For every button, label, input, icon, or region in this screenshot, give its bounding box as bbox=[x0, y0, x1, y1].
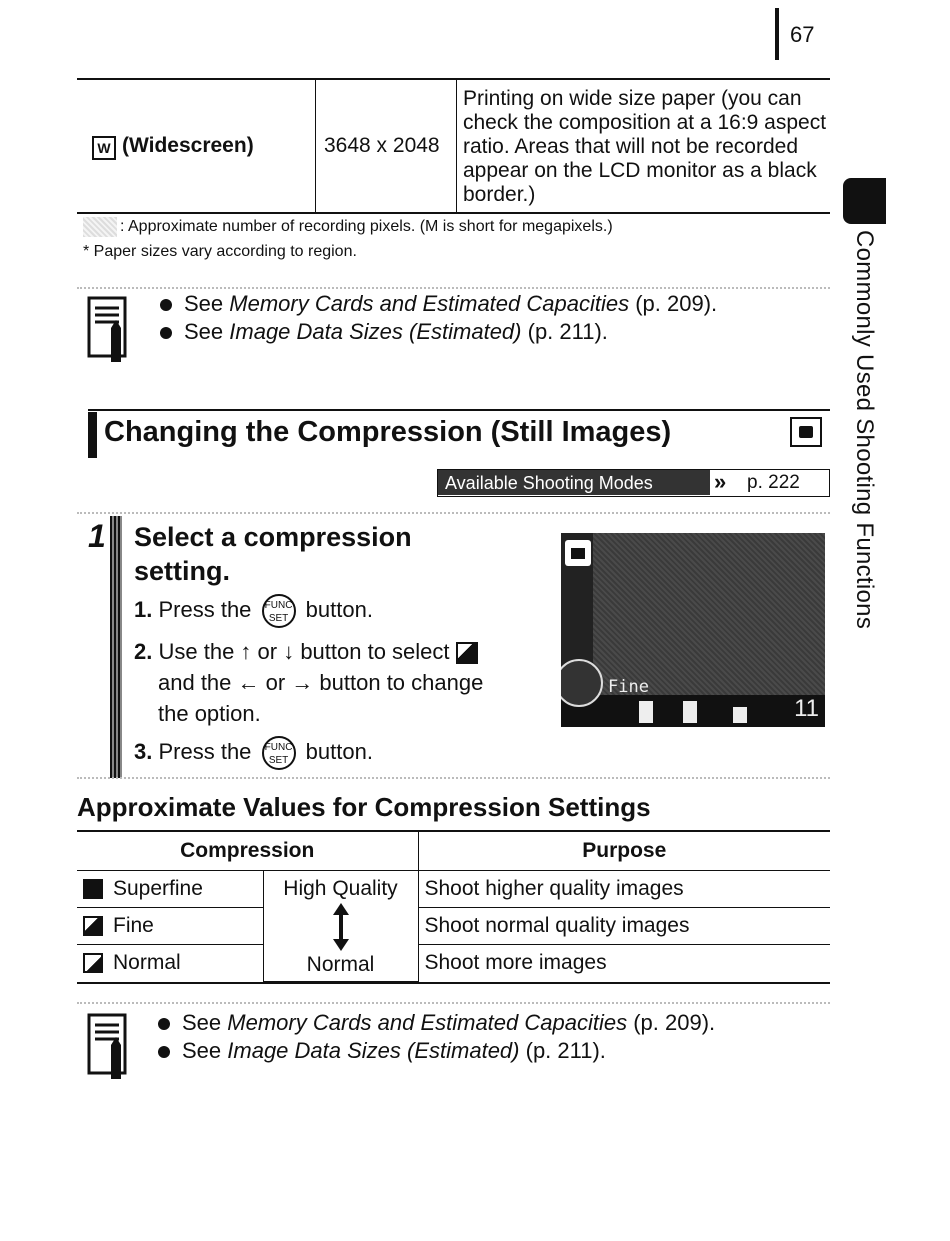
step-number: 1 bbox=[88, 518, 106, 554]
table-row: Fine Shoot normal quality images bbox=[77, 908, 830, 945]
fine-quality-icon bbox=[456, 642, 478, 664]
dotted-divider bbox=[77, 287, 830, 289]
table-heading: Approximate Values for Compression Settings bbox=[77, 792, 651, 822]
camera-mode-icon bbox=[790, 417, 822, 447]
purpose-text: Printing on wide size paper (you can check the composition at a 16:9 aspect ratio. Areas that will not be recorded appear on the LCD monitor as a black border.) bbox=[463, 87, 827, 206]
available-modes-label: Available Shooting Modes bbox=[438, 470, 710, 495]
lcd-fine-label: Fine bbox=[608, 677, 649, 697]
fine-icon bbox=[683, 701, 697, 723]
available-modes-box bbox=[437, 469, 830, 497]
page-number-bar bbox=[775, 8, 779, 60]
section-title: Changing the Compression (Still Images) bbox=[104, 416, 672, 448]
superfine-icon bbox=[83, 879, 103, 899]
column-header: Compression bbox=[77, 832, 418, 871]
dotted-divider bbox=[77, 512, 830, 514]
substep-1: 1. Press the FUNC SET button. bbox=[134, 594, 373, 628]
list-item: See Memory Cards and Estimated Capacities (p. 209). bbox=[158, 1009, 715, 1037]
reference-list-1 bbox=[160, 290, 717, 346]
normal-icon bbox=[83, 953, 103, 973]
paper-note: * Paper sizes vary according to region. bbox=[83, 243, 357, 260]
table-row: Normal Shoot more images bbox=[77, 945, 830, 982]
memo-icon bbox=[87, 1013, 127, 1083]
list-item: See Memory Cards and Estimated Capacities (p. 209). bbox=[160, 290, 717, 318]
mode-cell bbox=[77, 80, 316, 212]
available-modes-page: p. 222 bbox=[747, 472, 800, 493]
purpose-cell bbox=[457, 80, 830, 212]
camera-mode-icon bbox=[565, 540, 591, 566]
list-item: See Image Data Sizes (Estimated) (p. 211). bbox=[158, 1037, 715, 1065]
step-bar bbox=[110, 516, 122, 778]
dotted-divider bbox=[77, 777, 830, 779]
widescreen-icon: W bbox=[92, 136, 116, 160]
resolution-value: 3648 x 2048 bbox=[324, 134, 440, 157]
table-row: Superfine High Quality Normal Shoot higher quality images bbox=[77, 871, 830, 908]
column-header: Purpose bbox=[418, 832, 830, 871]
func-set-button-icon: FUNC SET bbox=[262, 594, 296, 628]
normal-icon bbox=[733, 707, 747, 723]
shaded-swatch bbox=[83, 217, 117, 237]
lcd-screen-image bbox=[561, 533, 825, 727]
pixels-note: : Approximate number of recording pixels. (M is short for megapixels.) bbox=[83, 217, 613, 237]
dotted-divider bbox=[77, 1002, 830, 1004]
superfine-icon bbox=[639, 701, 653, 723]
widescreen-table bbox=[77, 78, 830, 214]
reference-list-2 bbox=[158, 1009, 715, 1065]
lcd-shot-count: 11 bbox=[794, 695, 819, 722]
section-rule bbox=[88, 409, 830, 411]
step-title: Select a compression setting. bbox=[134, 522, 412, 586]
page-ref-arrow-icon: » bbox=[714, 469, 727, 494]
quality-scale: High Quality Normal bbox=[263, 871, 418, 982]
widescreen-label: (Widescreen) bbox=[122, 134, 254, 157]
memo-icon bbox=[87, 296, 127, 366]
func-set-button-icon: FUNC SET bbox=[262, 736, 296, 770]
fine-icon bbox=[83, 916, 103, 936]
chapter-tab bbox=[843, 178, 886, 224]
substep-2: 2. Use the ↑ or ↓ button to select and the ← or → button to change the option. bbox=[134, 639, 484, 726]
compression-table bbox=[77, 830, 830, 984]
section-bar bbox=[88, 412, 97, 458]
resolution-cell bbox=[316, 80, 457, 212]
list-item: See Image Data Sizes (Estimated) (p. 211). bbox=[160, 318, 717, 346]
chapter-title: Commonly Used Shooting Functions bbox=[851, 230, 878, 630]
up-down-arrow-icon bbox=[331, 903, 351, 951]
page-number: 67 bbox=[790, 22, 815, 47]
substep-3: 3. Press the FUNC SET button. bbox=[134, 736, 373, 770]
